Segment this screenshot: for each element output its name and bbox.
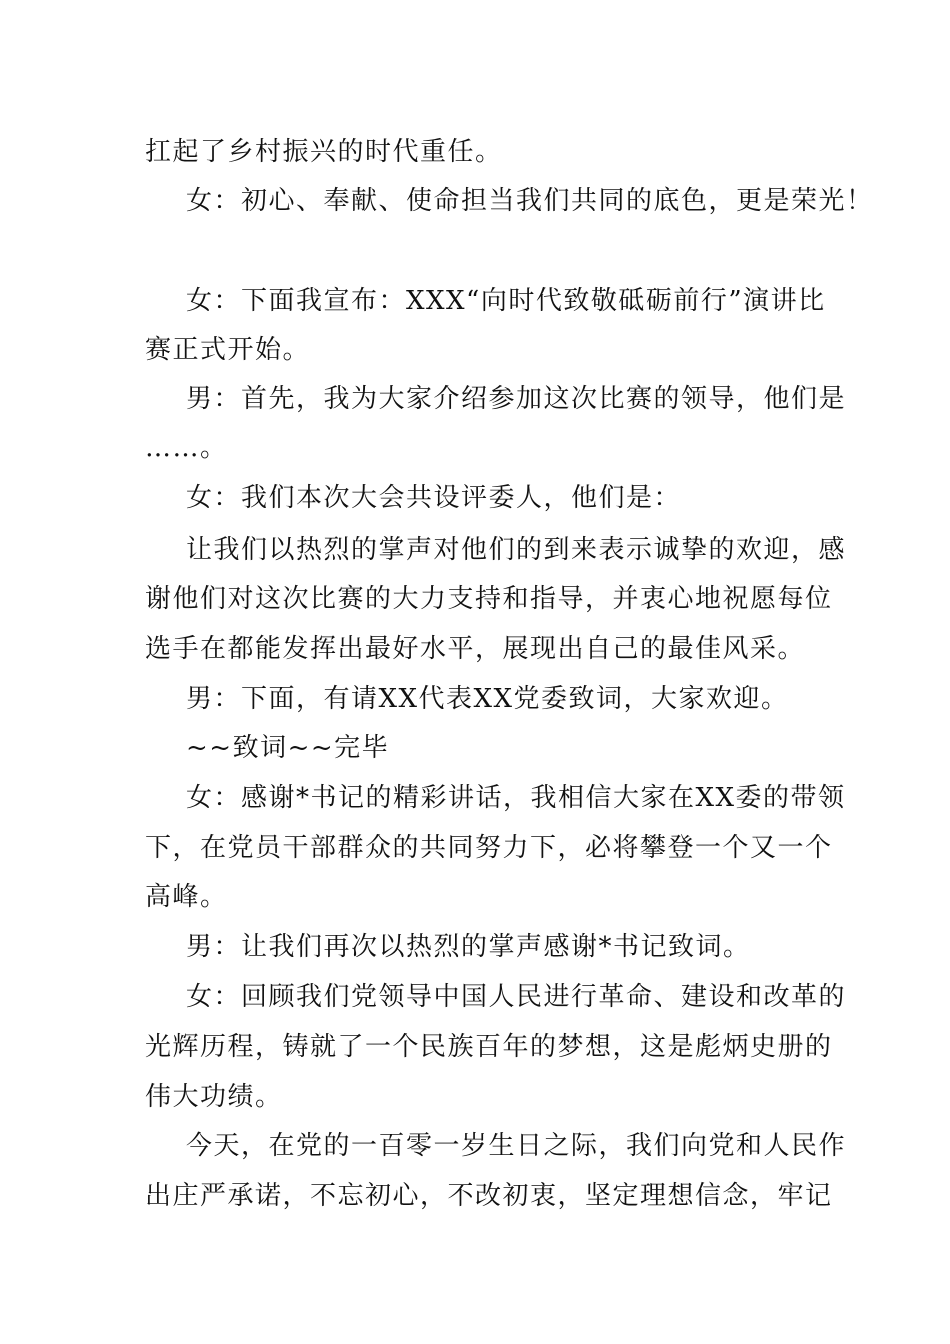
text-line: 伟大功绩。 [145, 1082, 283, 1112]
text-line: 让我们以热烈的掌声对他们的到来表示诚挚的欢迎，感 [186, 535, 847, 565]
text-line: 今天，在党的一百零一岁生日之际，我们向党和人民作 [186, 1131, 847, 1161]
text-line: 高峰。 [145, 882, 228, 912]
text-line: 女：初心、奉献、使命担当我们共同的底色，更是荣光！ [186, 186, 874, 216]
text-line: 男：让我们再次以热烈的掌声感谢*书记致词。 [186, 932, 751, 962]
text-line: ……。 [145, 433, 228, 463]
text-line: 下，在党员干部群众的共同努力下，必将攀登一个又一个 [145, 833, 833, 863]
text-line: 谢他们对这次比赛的大力支持和指导，并衷心地祝愿每位 [145, 584, 833, 614]
text-line: 出庄严承诺，不忘初心，不改初衷，坚定理想信念，牢记 [145, 1181, 833, 1211]
text-line: 女：感谢*书记的精彩讲话，我相信大家在XX委的带领 [186, 783, 846, 813]
text-line: 女：我们本次大会共设评委人，他们是： [186, 483, 682, 513]
text-line: 选手在都能发挥出最好水平，展现出自己的最佳风采。 [145, 634, 806, 664]
text-line: 男：下面，有请XX代表XX党委致词，大家欢迎。 [186, 684, 789, 714]
text-line: 扛起了乡村振兴的时代重任。 [145, 137, 503, 167]
text-line: ~~致词~~完毕 [186, 733, 390, 763]
text-line: 女：下面我宣布：XXX“向时代致敬砥砺前行”演讲比 [186, 286, 826, 316]
text-line: 光辉历程，铸就了一个民族百年的梦想，这是彪炳史册的 [145, 1032, 833, 1062]
text-line: 男：首先，我为大家介绍参加这次比赛的领导，他们是 [186, 384, 847, 414]
text-line: 赛正式开始。 [145, 335, 311, 365]
text-line: 女：回顾我们党领导中国人民进行革命、建设和改革的 [186, 982, 847, 1012]
